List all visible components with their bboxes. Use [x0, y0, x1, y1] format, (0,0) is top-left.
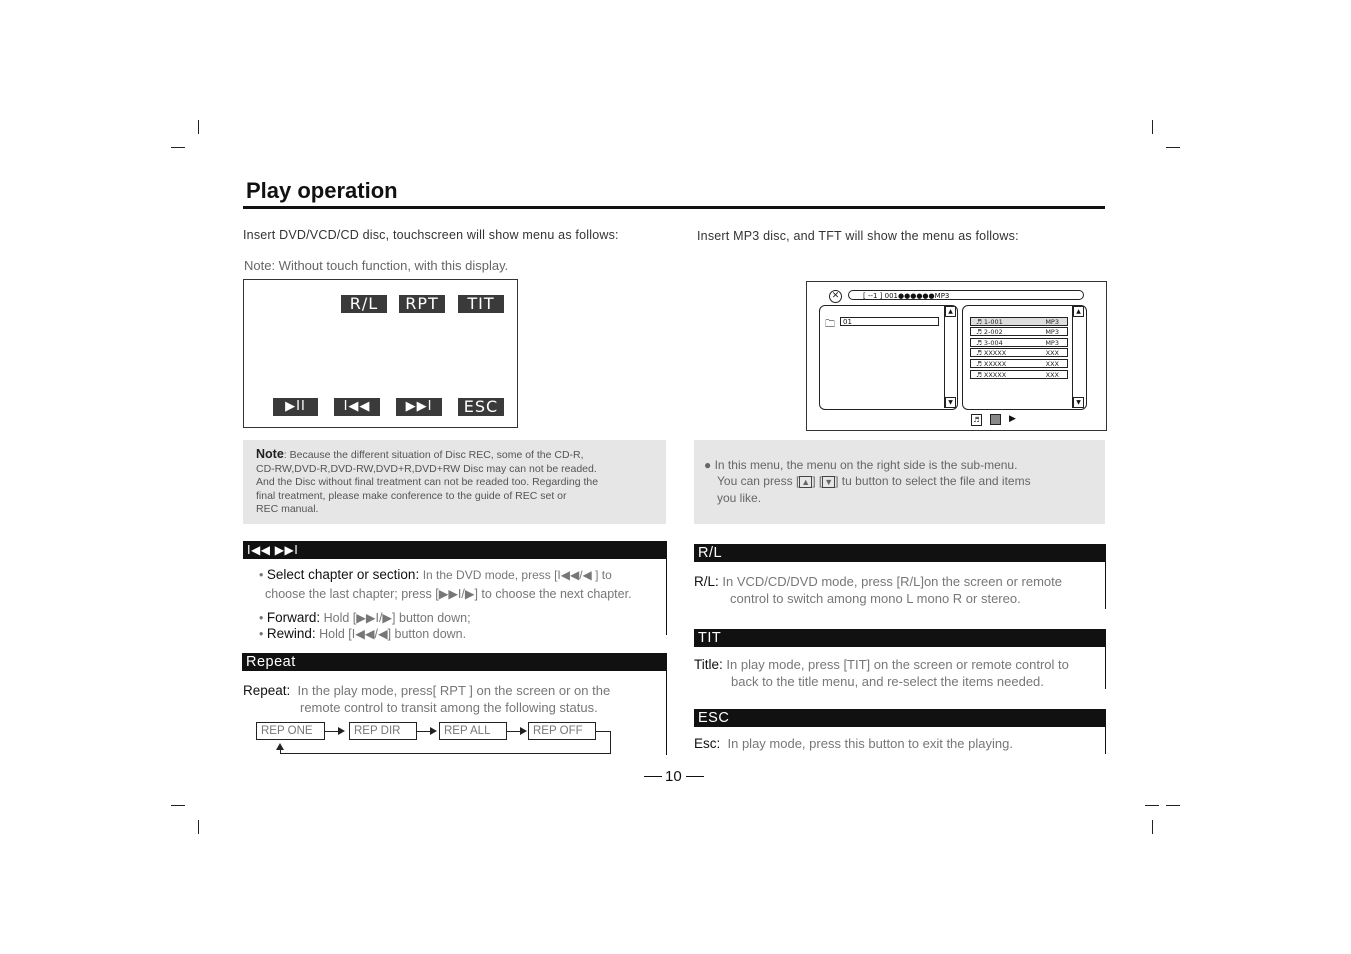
rl-screen-button[interactable]: R/L [341, 295, 387, 313]
page-number: 10 [665, 768, 682, 785]
play-icon[interactable]: ▶ [1009, 414, 1016, 424]
up-arrow-icon: ▲ [801, 477, 811, 487]
scroll-up-icon[interactable]: ▲ [1073, 306, 1084, 317]
tit-key: Title: [694, 657, 723, 672]
rewind-text: Hold [I◀◀/◀] button down. [319, 627, 467, 641]
folder-icon: 🗀 [825, 319, 835, 330]
file-scrollbar[interactable] [1072, 305, 1085, 408]
flow-arrow [417, 731, 431, 732]
music-note-icon[interactable]: ♬ [971, 414, 982, 426]
forward-text: Hold [▶▶I/▶] button down; [323, 611, 471, 625]
esc-text [694, 735, 1102, 752]
note-line: And the Disc without final treatment can not be readed too. Regarding the [256, 476, 599, 489]
disc-icon: ✕ [829, 290, 842, 303]
repeat-line: remote control to transit among the following status. [300, 700, 598, 715]
flow-return-line [280, 753, 611, 754]
title-rule [243, 206, 1105, 209]
crop-mark [1166, 147, 1180, 148]
sub-note-line: you like. [717, 491, 762, 505]
chapter-section-bar: I◀◀ ▶▶I [243, 541, 667, 559]
crop-mark [198, 820, 199, 834]
crop-mark [171, 147, 185, 148]
note-line: REC manual. [256, 503, 319, 516]
sub-note-line: In this menu, the menu on the right side is the sub-menu. [714, 458, 1018, 472]
file-row[interactable]: ♬ 2-002_______ MP3 [970, 327, 1068, 336]
note-line: : Because the different situation of Disc REC, some of the CD-R, [283, 449, 584, 461]
chapter-section-text: • Select chapter or section: In the DVD mode, press [I◀◀/◀ ] to choose the last chapter; press [▶▶I/▶] to choose the next chapter. • Forward: Hold [▶▶I/▶] button down; • Rewind: Hold [I◀◀/◀] button down. [259, 566, 669, 643]
esc-line: In play mode, press this button to exit the playing. [727, 736, 1013, 751]
right-intro: Insert MP3 disc, and TFT will show the menu as follows: [697, 229, 1019, 243]
crop-mark [1152, 820, 1153, 834]
flow-arrowhead [338, 727, 345, 735]
tit-text [694, 656, 1102, 690]
file-row[interactable]: ♬ XXXXX_______ XXX [970, 348, 1068, 357]
esc-screen-button[interactable]: ESC [458, 398, 504, 416]
scroll-down-icon[interactable]: ▼ [1073, 397, 1084, 408]
page-number-left-dash [644, 776, 662, 777]
flow-return-arrowhead [276, 743, 284, 750]
flow-arrowhead [520, 727, 527, 735]
note-line: final treatment, please make conference to the guide of REC set or [256, 489, 567, 502]
previous-screen-button[interactable]: I◀◀ [334, 398, 380, 416]
touch-screen-display [243, 279, 518, 428]
rl-text [694, 573, 1102, 607]
note-label: Note [256, 447, 284, 461]
repeat-bar: Repeat [242, 653, 667, 671]
note-line: CD-RW,DVD-R,DVD-RW,DVD+R,DVD+RW Disc may can not be readed. [256, 462, 597, 475]
select-text: choose the last chapter; press [▶▶I/▶] to choose the next chapter. [265, 587, 632, 601]
down-arrow-icon: ▼ [824, 477, 834, 487]
folder-item[interactable] [840, 317, 939, 326]
tit-screen-button[interactable]: TIT [458, 295, 504, 313]
crop-mark [1145, 805, 1159, 806]
scroll-up-icon[interactable]: ▲ [945, 306, 956, 317]
flow-return-line [610, 731, 611, 753]
section-rule [1105, 562, 1106, 609]
flow-arrow [325, 731, 339, 732]
touch-note: Note: Without touch function, with this display. [244, 258, 509, 273]
file-row[interactable]: ♬ 1-001_______ MP3 [970, 317, 1068, 326]
disc-note-box [243, 440, 666, 524]
flow-rep-one: REP ONE [256, 722, 325, 740]
rl-line: In VCD/CD/DVD mode, press [R/L]on the screen or remote [722, 574, 1062, 589]
forward-key: Forward: [266, 610, 321, 625]
tit-line: In play mode, press [TIT] on the screen or remote control to [726, 657, 1069, 672]
rl-bar: R/L [694, 544, 1106, 562]
left-intro: Insert DVD/VCD/CD disc, touchscreen will show menu as follows: [243, 228, 619, 242]
folder-scrollbar[interactable] [944, 305, 956, 408]
rewind-key: Rewind: [266, 626, 316, 641]
section-rule [1105, 727, 1106, 754]
select-key: Select chapter or section: [266, 567, 420, 582]
crop-mark [198, 120, 199, 134]
crop-mark [171, 805, 185, 806]
rl-line: control to switch among mono L mono R or stereo. [730, 591, 1021, 606]
rl-key: R/L: [694, 574, 719, 589]
rpt-screen-button[interactable]: RPT [399, 295, 445, 313]
mp3-header-bar [848, 290, 1084, 300]
esc-bar: ESC [694, 709, 1106, 727]
crop-mark [1152, 120, 1153, 134]
flow-arrowhead [430, 727, 437, 735]
sub-menu-note-box: ● In this menu, the menu on the right side is the sub-menu. You can press [ ▲ ] [ ▼ ] tu button to select the file and items you like. [694, 440, 1105, 524]
file-row[interactable]: ♬ XXXXX_______ XXX [970, 359, 1068, 368]
next-screen-button[interactable]: ▶▶I [396, 398, 442, 416]
file-row[interactable]: ♬ XXXXX_______ XXX [970, 370, 1068, 379]
mp3-header-text: [ --1 ] 001●●●●●●MP3 [863, 292, 950, 300]
flow-rep-dir: REP DIR [349, 722, 417, 740]
repeat-key: Repeat: [243, 683, 291, 698]
esc-key: Esc: [694, 736, 721, 751]
flow-rep-off: REP OFF [528, 722, 596, 740]
tit-bar: TIT [694, 629, 1106, 647]
flow-rep-all: REP ALL [439, 722, 507, 740]
tit-line: back to the title menu, and re-select the items needed. [731, 674, 1044, 689]
page-number-right-dash [686, 776, 704, 777]
folder-name: 01 [843, 318, 852, 326]
scroll-down-icon[interactable]: ▼ [945, 397, 956, 408]
crop-mark [1166, 805, 1180, 806]
file-row[interactable]: ♬ 3-004_______ MP3 [970, 338, 1068, 347]
stop-icon[interactable] [990, 414, 1001, 425]
flow-return-line [596, 731, 610, 732]
page-title: Play operation [246, 178, 398, 203]
section-rule [666, 671, 667, 755]
select-text: In the DVD mode, press [I◀◀/◀ ] to [422, 568, 612, 582]
flow-arrow [507, 731, 521, 732]
section-rule [1105, 647, 1106, 689]
repeat-text [243, 682, 663, 716]
repeat-line: In the play mode, press[ RPT ] on the screen or on the [297, 683, 611, 698]
play-pause-screen-button[interactable]: ▶II [273, 398, 318, 416]
